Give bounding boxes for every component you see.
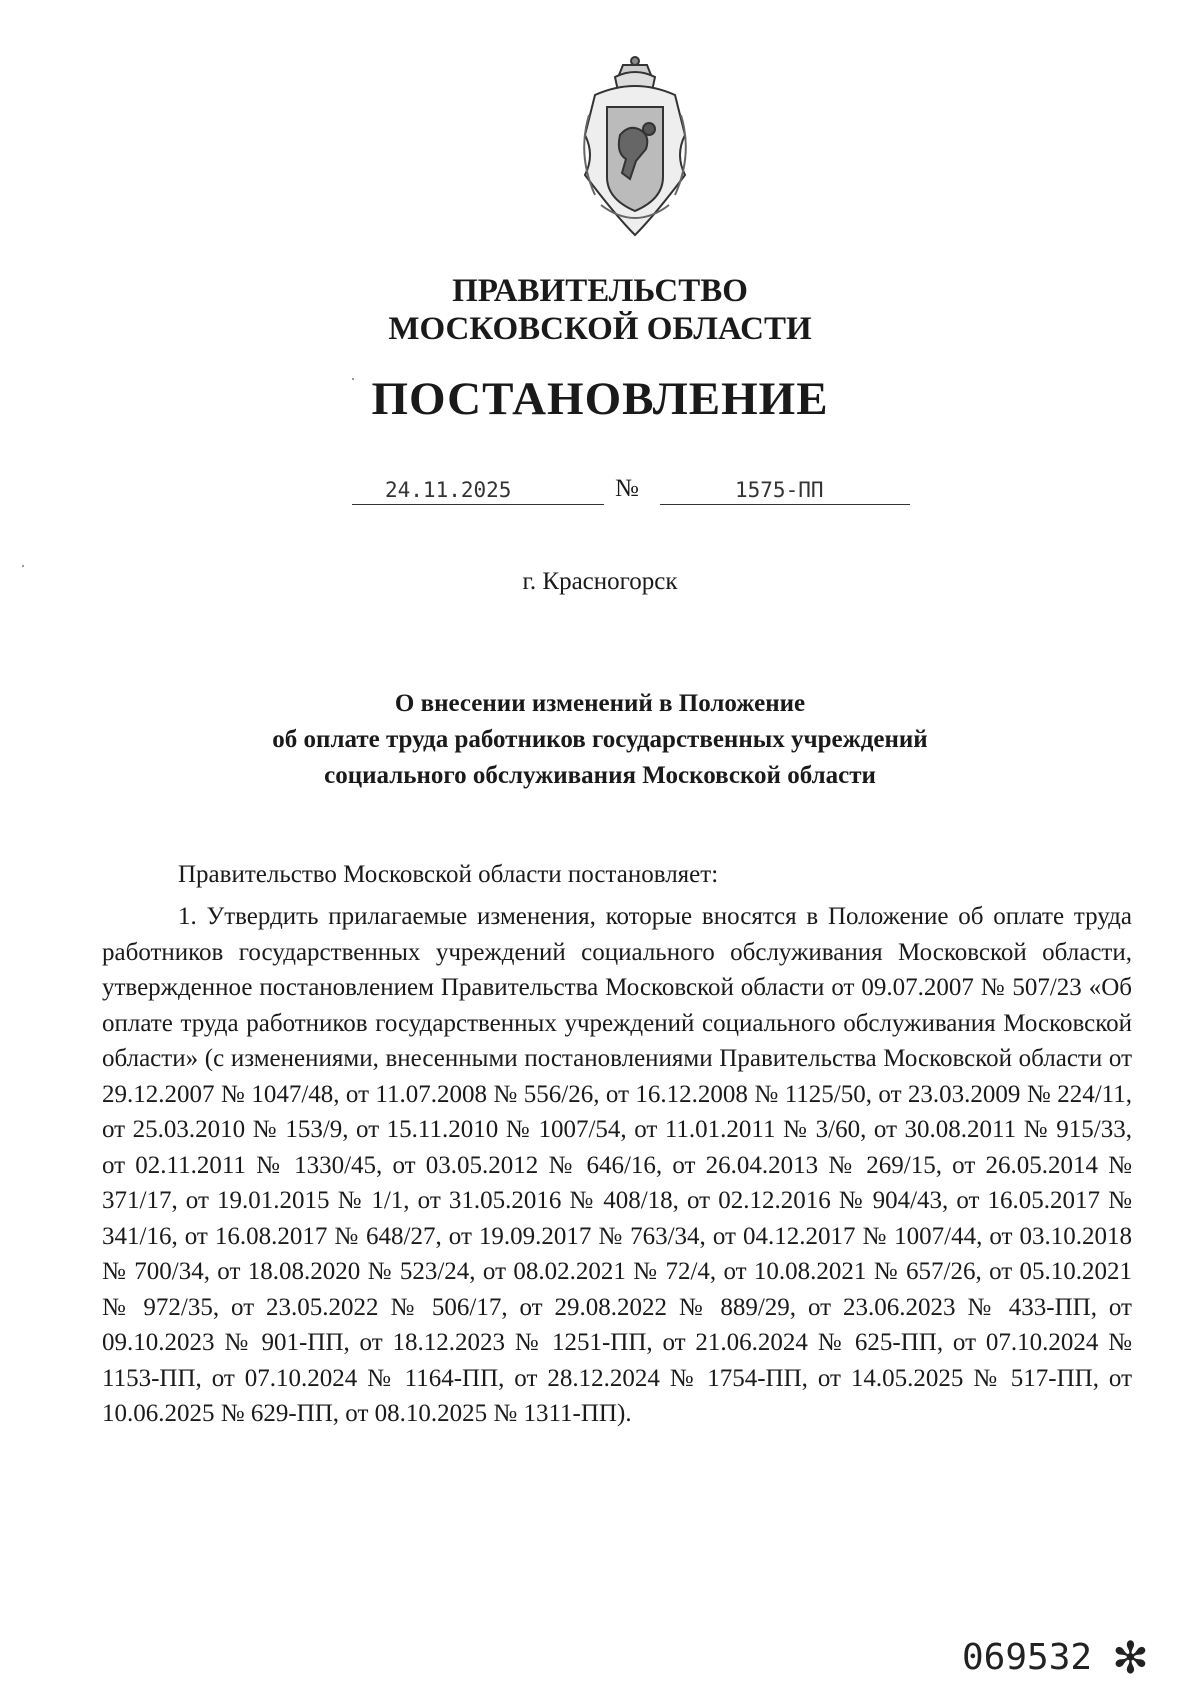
preamble: Правительство Московской области постановляет:	[178, 861, 719, 888]
document-date: 24.11.2025	[385, 478, 512, 502]
serial-number: 069532	[962, 1637, 1093, 1678]
paragraph-1: 1. Утвердить прилагаемые изменения, которые вносятся в Положение об оплате труда работников государственных учреждений социального обслуживания Московской области, утвержденное постановлением Правительства Московской области от 09.07.2007 № 507/23 «Об оплате труда работников государственных учреждений социального обслуживания Московской области» (с изменениями, внесенными постановлениями Правительства Московской области от 29.12.2007 № 1047/48, от 11.07.2008 № 556/26, от 16.12.2008 № 1125/50, от 23.03.2009 № 224/11, от 25.03.2010 № 153/9, от 15.11.2010 № 1007/54, от 11.01.2011 № 3/60, от 30.08.2011 № 915/33, от 02.11.2011 № 1330/45, от 03.05.2012 № 646/16, от 26.04.2013 № 269/15, от 26.05.2014 № 371/17, от 19.01.2015 № 1/1, от 31.05.2016 № 408/18, от 02.12.2016 № 904/43, от 16.05.2017 № 341/16, от 16.08.2017 № 648/27, от 19.09.2017 № 763/34, от 04.12.2017 № 1007/44, от 03.10.2018 № 700/34, от 18.08.2020 № 523/24, от 08.02.2021 № 72/4, от 10.08.2021 № 657/26, от 05.10.2021 № 972/35, от 23.05.2022 № 506/17, от 29.08.2022 № 889/29, от 23.06.2023 № 433-ПП, от 09.10.2023 № 901-ПП, от 18.12.2023 № 1251-ПП, от 21.06.2024 № 625-ПП, от 07.10.2024 № 1153-ПП, от 07.10.2024 № 1164-ПП, от 28.12.2024 № 1754-ПП, от 14.05.2025 № 517-ПП, от 10.06.2025 № 629-ПП, от 08.10.2025 № 1311-ПП).	[102, 903, 1132, 1427]
document-number: 1575-ПП	[735, 478, 824, 502]
place-of-issue: г. Красногорск	[522, 568, 678, 595]
date-underline	[352, 504, 604, 505]
moscow-oblast-coat-of-arms-icon	[565, 55, 705, 240]
document-type: ПОСТАНОВЛЕНИЕ	[371, 373, 829, 425]
title-line-3: социального обслуживания Московской области	[324, 762, 876, 789]
document-title	[0, 686, 1200, 794]
scan-speck	[22, 565, 24, 567]
number-sign: №	[615, 475, 639, 502]
issuing-authority	[0, 272, 1200, 348]
authority-line-1: ПРАВИТЕЛЬСТВО	[452, 273, 748, 309]
title-line-1: О внесении изменений в Положение	[394, 690, 806, 717]
asterisk-mark-icon: ✻	[1112, 1633, 1149, 1684]
scan-speck	[352, 378, 354, 380]
number-underline	[660, 504, 910, 505]
authority-line-2: МОСКОВСКОЙ ОБЛАСТИ	[388, 311, 812, 347]
title-line-2: об оплате труда работников государственных учреждений	[272, 726, 928, 753]
